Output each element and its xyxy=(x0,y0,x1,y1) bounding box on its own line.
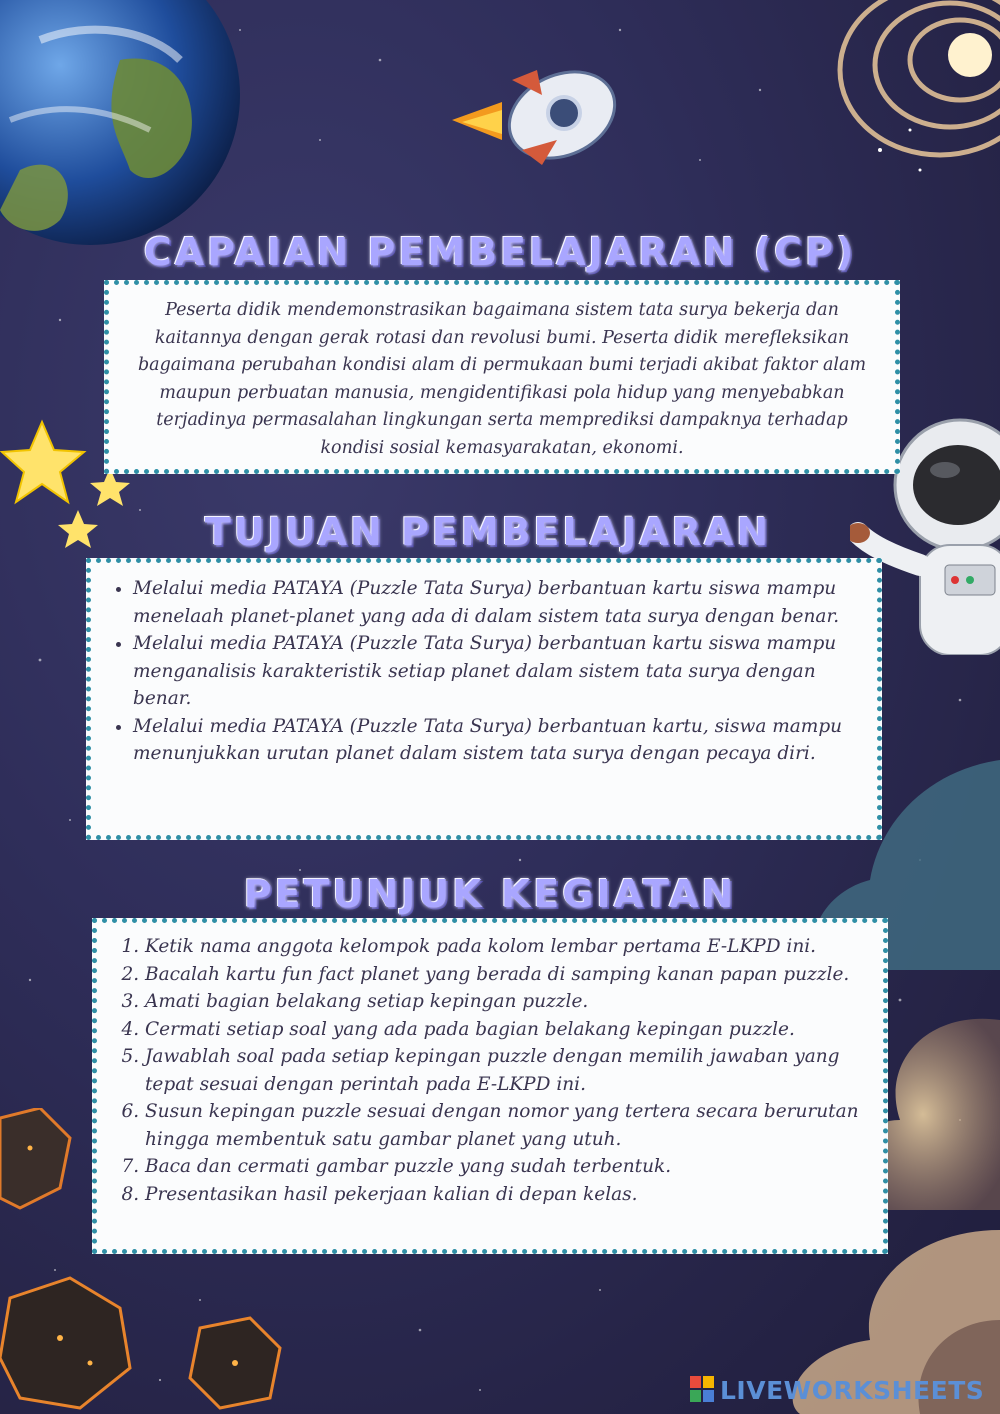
tp-box xyxy=(86,558,882,840)
list-item: • Melalui media PATAYA (Puzzle Tata Surya) berbantuan kartu siswa mampu menganalisis karakteristik setiap planet dalam sistem tata surya dengan benar. xyxy=(133,630,859,713)
tp-title: TUJUAN PEMBELAJARAN xyxy=(204,510,772,554)
cp-text: Peserta didik mendemonstrasikan bagaimana sistem tata surya bekerja dan kaitannya dengan gerak rotasi dan revolusi bumi. Peserta didik merefleksikan bagaimana perubahan kondisi alam di permukaan bumi terjadi akibat faktor alam maupun perbuatan manusia, mengidentifikasi pola hidup yang menyebabkan terjadinya permasalahan lingkungan serta memprediksi dampaknya terhadap kondisi sosial kemasyarakatan, ekonomi. xyxy=(137,300,867,458)
list-item: • Melalui media PATAYA (Puzzle Tata Surya) berbantuan kartu, siswa mampu menunjukkan urutan planet dalam sistem tata surya dengan pecaya diri. xyxy=(133,713,859,768)
tp-list xyxy=(111,575,859,768)
cp-title: CAPAIAN PEMBELAJARAN (CP) xyxy=(143,230,857,274)
list-item: 3. Amati bagian belakang setiap kepingan puzzle. xyxy=(145,988,869,1016)
list-item: 5. Jawablah soal pada setiap kepingan puzzle dengan memilih jawaban yang tepat sesuai dengan perintah pada E-LKPD ini. xyxy=(145,1043,869,1098)
galaxy-icon xyxy=(820,0,1000,190)
liveworksheets-logo-icon xyxy=(690,1374,716,1404)
list-item: • Melalui media PATAYA (Puzzle Tata Surya) berbantuan kartu siswa mampu menelaah planet-planet yang ada di dalam sistem tata surya dengan benar. xyxy=(133,575,859,630)
watermark-text: LIVEWORKSHEETS xyxy=(720,1376,985,1405)
list-item: 1. Ketik nama anggota kelompok pada kolom lembar pertama E-LKPD ini. xyxy=(145,933,869,961)
cp-box xyxy=(104,280,900,474)
earth-icon xyxy=(0,0,240,260)
list-item: 2. Bacalah kartu fun fact planet yang berada di samping kanan papan puzzle. xyxy=(145,961,869,989)
rocket-icon xyxy=(442,40,622,170)
list-item: 7. Baca dan cermati gambar puzzle yang sudah terbentuk. xyxy=(145,1153,869,1181)
list-item: 8. Presentasikan hasil pekerjaan kalian di depan kelas. xyxy=(145,1181,869,1209)
pk-box xyxy=(92,918,888,1254)
pk-list xyxy=(119,933,869,1208)
list-item: 6. Susun kepingan puzzle sesuai dengan nomor yang tertera secara berurutan hingga membentuk satu gambar planet yang utuh. xyxy=(145,1098,869,1153)
pk-title: PETUNJUK KEGIATAN xyxy=(243,872,737,916)
list-item: 4. Cermati setiap soal yang ada pada bagian belakang kepingan puzzle. xyxy=(145,1016,869,1044)
